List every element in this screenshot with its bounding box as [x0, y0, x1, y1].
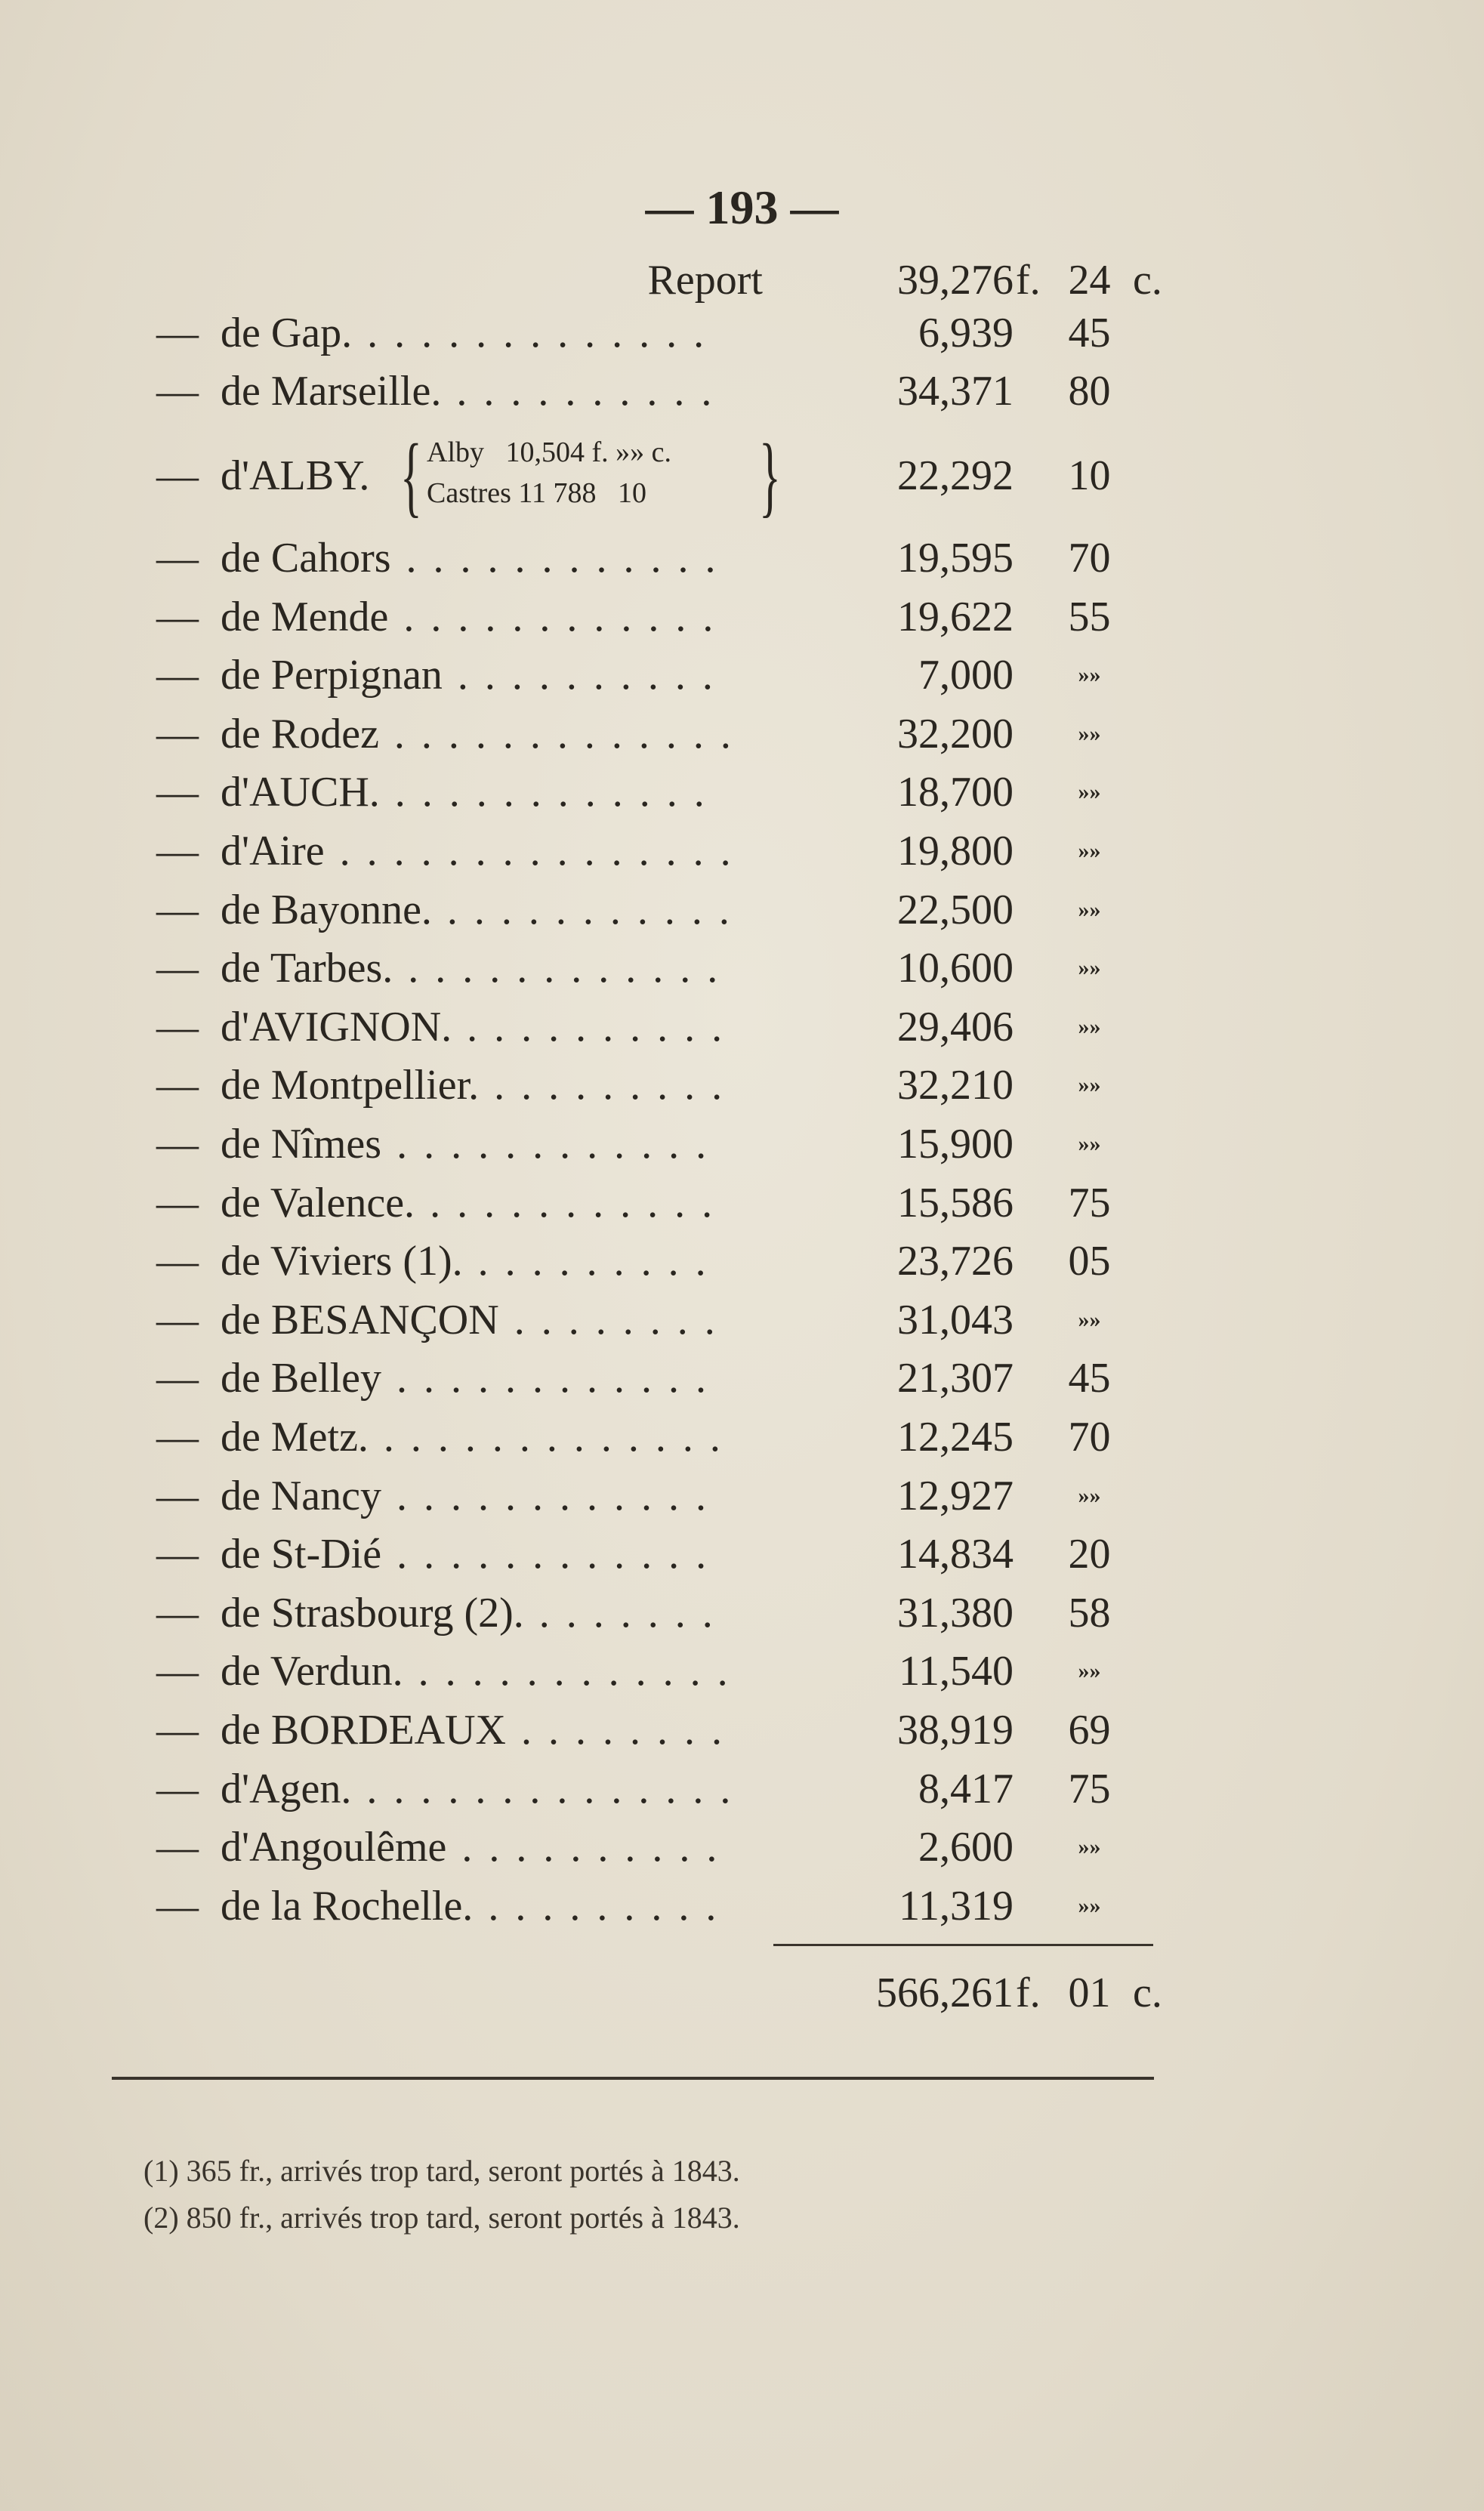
entry-cents: »»: [1078, 720, 1101, 746]
leader-dots: ..........: [456, 368, 729, 415]
sub-amount: 11 788 10: [518, 477, 646, 509]
entry-amount: 7,000: [918, 652, 1014, 699]
entry-amount: 34,371: [897, 368, 1014, 415]
leader-dots: ..........: [467, 1003, 739, 1050]
leader-dots: ............: [406, 535, 733, 581]
leader-dots: ...........: [446, 886, 746, 933]
entry-cents: »»: [1078, 896, 1101, 922]
entry-cents: 10: [1068, 452, 1111, 499]
entry-cents: 70: [1068, 1414, 1111, 1461]
report-amount: 39,276: [897, 257, 1014, 304]
sub-name: Castres: [427, 477, 511, 509]
entry-amount: 31,380: [897, 1589, 1014, 1636]
entry-amount: 15,586: [897, 1179, 1014, 1226]
entry-amount: 15,900: [897, 1121, 1014, 1168]
entry-amount: 10,600: [897, 945, 1014, 992]
table-row: [0, 939, 1484, 998]
footnote-1: (1) 365 fr., arrivés trop tard, seront portés à 1843.: [143, 2154, 740, 2188]
footnote-rule: [112, 2077, 1154, 2080]
entry-name: de Viviers (1).: [221, 1238, 463, 1285]
entry-cents: »»: [1078, 1482, 1101, 1508]
entry-cents: 75: [1068, 1765, 1111, 1812]
table-row: [0, 362, 1484, 421]
table-row: [0, 1818, 1484, 1877]
entry-name: de Rodez: [221, 710, 379, 757]
table-row: [0, 1467, 1484, 1525]
entry-cents: »»: [1078, 838, 1101, 863]
entry-name: de Gap.: [221, 310, 353, 356]
table-row: [0, 1174, 1484, 1232]
table-row: [0, 1291, 1484, 1350]
sub-entry-alby: [427, 435, 671, 470]
entry-cents: »»: [1078, 1658, 1101, 1684]
leader-dots: .........: [494, 1062, 739, 1109]
entry-cents: »»: [1078, 1306, 1101, 1332]
leader-dots: .............: [367, 310, 721, 356]
table-row: [0, 1056, 1484, 1115]
entry-name: d'Angoulême: [221, 1824, 447, 1871]
table-row: [0, 1584, 1484, 1643]
leader-dots: ..............: [366, 1765, 748, 1812]
dash: —: [156, 368, 199, 415]
entry-name: d'AUCH.: [221, 769, 380, 816]
entry-cents: »»: [1078, 779, 1101, 805]
leader-dots: ............: [408, 945, 735, 992]
dash: —: [156, 1531, 199, 1578]
leader-dots: ............: [396, 1472, 723, 1519]
entry-amount: 11,319: [899, 1882, 1014, 1930]
table-row: [0, 822, 1484, 881]
entry-cents: »»: [1078, 1834, 1101, 1860]
table-row: [0, 588, 1484, 646]
leader-dots: ............: [418, 1648, 745, 1695]
table-row: [0, 1232, 1484, 1291]
entry-name: de St-Dié: [221, 1531, 382, 1578]
entry-name: d'AVIGNON.: [221, 1003, 452, 1050]
leader-dots: ............: [396, 1355, 723, 1402]
report-cents: 24: [1068, 257, 1111, 304]
entry-name: de Strasbourg (2).: [221, 1589, 524, 1636]
entry-cents: »»: [1078, 1893, 1101, 1918]
table-row: [0, 1349, 1484, 1408]
entry-name: de Mende: [221, 593, 389, 640]
leader-dots: ............: [394, 769, 721, 816]
dash: —: [156, 1121, 199, 1168]
entry-cents: »»: [1078, 1013, 1101, 1039]
table-row: [0, 705, 1484, 763]
entry-amount: 31,043: [897, 1296, 1014, 1343]
table-row: [0, 646, 1484, 705]
entry-amount: 19,595: [897, 535, 1014, 581]
entry-cents: 55: [1068, 593, 1111, 640]
dash: —: [156, 652, 199, 699]
entry-name: de la Rochelle.: [221, 1882, 474, 1930]
table-row: [0, 763, 1484, 822]
leader-dots: .............: [393, 710, 748, 757]
dash: —: [156, 535, 199, 581]
entry-cents: »»: [1078, 1131, 1101, 1156]
entry-cents: 69: [1068, 1707, 1111, 1754]
entry-amount: 6,939: [918, 310, 1014, 356]
leader-dots: .............: [383, 1414, 737, 1461]
entry-cents: »»: [1078, 1072, 1101, 1098]
entry-cents: 20: [1068, 1531, 1111, 1578]
entry-amount: 29,406: [897, 1003, 1014, 1050]
entry-name: de Belley: [221, 1355, 382, 1402]
table-row: [0, 1115, 1484, 1174]
entry-name: d'ALBY.: [221, 452, 370, 499]
dash: —: [156, 593, 199, 640]
entry-amount: 21,307: [897, 1355, 1014, 1402]
dash: —: [156, 452, 199, 499]
entry-name: de Perpignan: [221, 652, 443, 699]
entry-amount: 32,210: [897, 1062, 1014, 1109]
dash: —: [156, 1707, 199, 1754]
leader-dots: ........: [520, 1707, 739, 1754]
dash: —: [156, 310, 199, 356]
leader-dots: ............: [396, 1121, 723, 1168]
leader-dots: ............: [396, 1531, 723, 1578]
entry-name: de Verdun.: [221, 1648, 403, 1695]
entry-name: de Valence.: [221, 1179, 415, 1226]
entry-cents: 70: [1068, 535, 1111, 581]
right-brace: }: [759, 425, 781, 526]
entry-amount: 32,200: [897, 710, 1014, 757]
entry-name: d'Aire: [221, 828, 325, 875]
alby-row: [0, 425, 1484, 526]
footnote-2: (2) 850 fr., arrivés trop tard, seront portés à 1843.: [143, 2201, 740, 2235]
dash: —: [156, 1472, 199, 1519]
dash: —: [156, 1355, 199, 1402]
report-label: Report: [647, 257, 763, 304]
entry-cents: »»: [1078, 662, 1101, 688]
leader-dots: .......: [538, 1589, 730, 1636]
entry-name: de Metz.: [221, 1414, 369, 1461]
table-row: [0, 998, 1484, 1057]
dash: —: [156, 1414, 199, 1461]
report-unit-f: f.: [1016, 257, 1041, 304]
entry-cents: 05: [1068, 1238, 1111, 1285]
entry-name: de Marseille.: [221, 368, 442, 415]
entry-amount: 12,927: [897, 1472, 1014, 1519]
table-row: [0, 529, 1484, 588]
dash: —: [156, 1589, 199, 1636]
total-unit-c: c.: [1133, 1970, 1162, 2016]
entry-amount: 14,834: [897, 1531, 1014, 1578]
entry-amount: 19,800: [897, 828, 1014, 875]
dash: —: [156, 1179, 199, 1226]
entry-amount: 38,919: [897, 1707, 1014, 1754]
entry-amount: 19,622: [897, 593, 1014, 640]
dash: —: [156, 828, 199, 875]
table-row: [0, 1701, 1484, 1760]
entry-name: d'Agen.: [221, 1765, 352, 1812]
total-unit-f: f.: [1016, 1970, 1041, 2016]
leader-dots: ...........: [430, 1179, 730, 1226]
total-amount: 566,261: [876, 1970, 1014, 2016]
dash: —: [156, 1765, 199, 1812]
dash: —: [156, 1648, 199, 1695]
table-row: [0, 1525, 1484, 1584]
leader-dots: ........: [514, 1296, 732, 1343]
entry-amount: 2,600: [918, 1824, 1014, 1871]
dash: —: [156, 1003, 199, 1050]
leader-dots: .........: [477, 1238, 723, 1285]
entry-amount: 18,700: [897, 769, 1014, 816]
leader-dots: ...............: [339, 828, 748, 875]
entry-name: de BESANÇON: [221, 1296, 499, 1343]
entry-name: de BORDEAUX: [221, 1707, 506, 1754]
table-row: [0, 1642, 1484, 1701]
dash: —: [156, 1062, 199, 1109]
entry-amount: 8,417: [918, 1765, 1014, 1812]
dash: —: [156, 1824, 199, 1871]
total-cents: 01: [1068, 1970, 1111, 2016]
dash: —: [156, 710, 199, 757]
entry-cents: 45: [1068, 1355, 1111, 1402]
entry-cents: 80: [1068, 368, 1111, 415]
report-row: [0, 251, 1484, 310]
dash: —: [156, 1238, 199, 1285]
entry-amount: 23,726: [897, 1238, 1014, 1285]
entry-name: de Nîmes: [221, 1121, 382, 1168]
entry-cents: 45: [1068, 310, 1111, 356]
table-row: [0, 1877, 1484, 1936]
left-brace: {: [400, 425, 422, 526]
sub-entry-castres: [427, 476, 646, 511]
table-row: [0, 304, 1484, 362]
entry-cents: »»: [1078, 955, 1101, 981]
sub-amount: 10,504 f. »» c.: [505, 436, 672, 468]
table-row: [0, 881, 1484, 939]
entry-name: de Bayonne.: [221, 886, 432, 933]
entry-amount: 11,540: [899, 1648, 1014, 1695]
entry-amount: 22,292: [897, 452, 1014, 499]
entry-cents: 58: [1068, 1589, 1111, 1636]
dash: —: [156, 769, 199, 816]
dash: —: [156, 886, 199, 933]
table-row: [0, 1760, 1484, 1818]
dash: —: [156, 945, 199, 992]
leader-dots: ..........: [457, 652, 730, 699]
leader-dots: ............: [403, 593, 730, 640]
entry-name: de Montpellier.: [221, 1062, 480, 1109]
entry-cents: 75: [1068, 1179, 1111, 1226]
table-row: [0, 1408, 1484, 1467]
page-number: — 193 —: [645, 180, 839, 234]
entry-amount: 22,500: [897, 886, 1014, 933]
leader-dots: .........: [488, 1882, 733, 1930]
sub-name: Alby: [427, 436, 484, 468]
entry-amount: 12,245: [897, 1414, 1014, 1461]
leader-dots: ..........: [461, 1824, 734, 1871]
entry-name: de Nancy: [221, 1472, 382, 1519]
dash: —: [156, 1882, 199, 1930]
entry-name: de Cahors: [221, 535, 391, 581]
total-row: [0, 1963, 1484, 2022]
entry-name: de Tarbes.: [221, 945, 393, 992]
sum-rule: [773, 1944, 1153, 1946]
dash: —: [156, 1296, 199, 1343]
report-unit-c: c.: [1133, 257, 1162, 304]
